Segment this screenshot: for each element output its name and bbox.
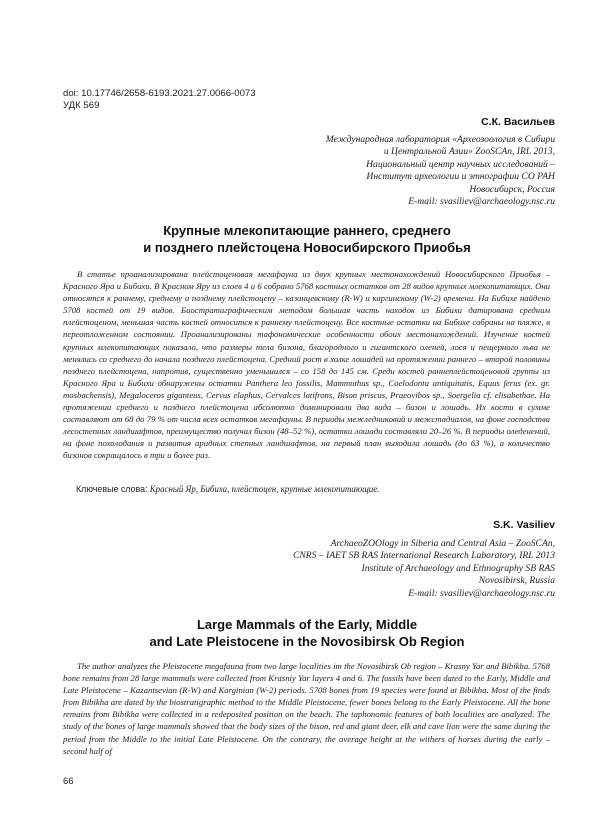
title-line: Крупные млекопитающие раннего, среднего xyxy=(163,223,451,238)
abstract-text: The author analyzes the Pleistocene megafauna from two large localities im the Novosibirsk Ob region – Krasny Yar and Bibikha. 5768 bone remains from 28 large mammals were collected from Krasniy Yar layers 4 and 6. The fossils have been dated to the Early, Middle and Late Pleistocene – Kazantsevian (R-W) and Karginian (W-2) periods. 5708 bones from 19 species were found at Bibikha. Most of the finds from Bibikha are dated by the biostratigraphic method to the Middle Pleistocene, fewer bones belong to the Early Pleistocene. All the bone remains from Bibikha were collected in a redeposited position on the beach. The taphonomic features of both localities are analyzed. The study of the bones of large mammals showed that the body sizes of the bison, red and giant deer, elk and cave lion were the same during the period from the Middle to the initial Late Pleistocene. On the contrary, the average height at the withers of horses during the early – second half of xyxy=(63,661,550,756)
abstract-ru xyxy=(63,268,550,462)
doi-line[interactable]: doi: 10.17746/2658-6193.2021.27.0066-0073 xyxy=(63,88,256,99)
article-title-ru xyxy=(60,222,554,256)
title-line: Large Mammals of the Early, Middle xyxy=(196,617,418,632)
title-line: and Late Pleistocene in the Novosibirsk Ob Region xyxy=(149,634,465,649)
email-link[interactable]: E-mail: svasiliev@archaeology.nsc.ru xyxy=(408,587,555,599)
author-name-en: S.K. Vasiliev xyxy=(493,519,555,531)
affiliation-line: и Центральной Азии» ZooSCAn, IRL 2013, xyxy=(383,146,555,158)
affiliation-line: Национальный центр научных исследований – xyxy=(366,158,555,170)
udc-code: УДК 569 xyxy=(63,100,100,111)
keywords-label: Ключевые слова: xyxy=(76,484,148,494)
abstract-text: В статье проанализирована плейстоценовая мегафауна из двух крупных местонахождений Новосибирского Приобья – Красного Яра и Бибихи. В Красном Яру из слоев 4 и 6 собрано 5768 костных остатков от 28 видов крупных млекопитающих. Они относятся к раннему, среднему и позднему плейстоцену – казанцевскому (R-W) и каргинскому (W-2) времени. На Бибихе найдено 5708 костей от 19 видов. Биостратиграфическим методом большая часть находок из Бибихи датирована средним плейстоценом, меньшая часть костей относится к раннему плейстоцену. Все костные остатки на Бибихе собраны на пляже, в переотложенном состоянии. Проанализированы тафономические особенности обоих местонахождений. Изучение костей крупных млекопитающих показало, что размеры тела бизона, благородного и гигантского оленей, лося и пещерного льва не менялись со среднего до начала позднего плейстоцена. Средний рост в холке лошадей на протяжении раннего – второй половины позднего плейстоцена, напротив, существенно уменьшился – со 158 до 145 см. Среди костей раннеплейстоценовой группы из Красного Яра и Бибихи обнаружены остатки Panthera leo fossilis, Mammuthus sp., Coelodonta antiquitatis, Equus ferus (ex. gr. mosbachensis), Megaloceros giganteus, Cervus elaphus, Cervalces latifrons, Bison priscus, Praeovibos sp., Soergelia cf. elisabethae. На протяжении среднего и позднего плейстоцена абсолютно доминировали два вида – бизон и лошадь. Их кости в сумме составляют от 68 до 79 % от числа всех остатков мегафауны. В периоды межледниковий и межстадиалов, на фоне господства лесостепных ландшафтов, преимущество получал бизон (48–52 %), остатки лошади составляли 20–26 %. В периоды оледенений, на фоне похолодания и развития аридных степных ландшафтов, на первый план выходила лошадь (до 63 %), а количество бизонов сокращалось в три и более раз. xyxy=(63,269,550,461)
affiliation-line: Институт археологии и этнографии СО РАН xyxy=(366,171,555,183)
title-line: и позднего плейстоцена Новосибирского Приобья xyxy=(143,240,471,255)
author-name-ru: С.К. Васильев xyxy=(481,116,555,128)
affiliation-en xyxy=(195,538,555,600)
affiliation-line: Novosibirsk, Russia xyxy=(478,575,555,587)
affiliation-line: CNRS – IAET SB RAS International Research Laboratory, IRL 2013 xyxy=(292,550,555,562)
affiliation-line: ArchaeoZOOlogy in Siberia and Central Asia – ZooSCAn, xyxy=(330,538,555,549)
affiliation-line: Новосибирск, Россия xyxy=(469,183,555,195)
abstract-en xyxy=(63,660,550,757)
affiliation-line: Institute of Archaeology and Ethnography SB RAS xyxy=(361,562,555,574)
article-title-en xyxy=(60,616,554,650)
page-number: 66 xyxy=(63,776,74,787)
keywords-ru xyxy=(76,483,550,495)
affiliation-line: Международная лаборатория «Археозоология в Сибири xyxy=(325,134,555,145)
keywords-text: Красный Яр, Бибиха, плейстоцен, крупные млекопитающие. xyxy=(149,484,380,494)
email-link[interactable]: E-mail: svasiliev@archaeology.nsc.ru xyxy=(408,196,555,208)
affiliation-ru xyxy=(195,134,555,208)
